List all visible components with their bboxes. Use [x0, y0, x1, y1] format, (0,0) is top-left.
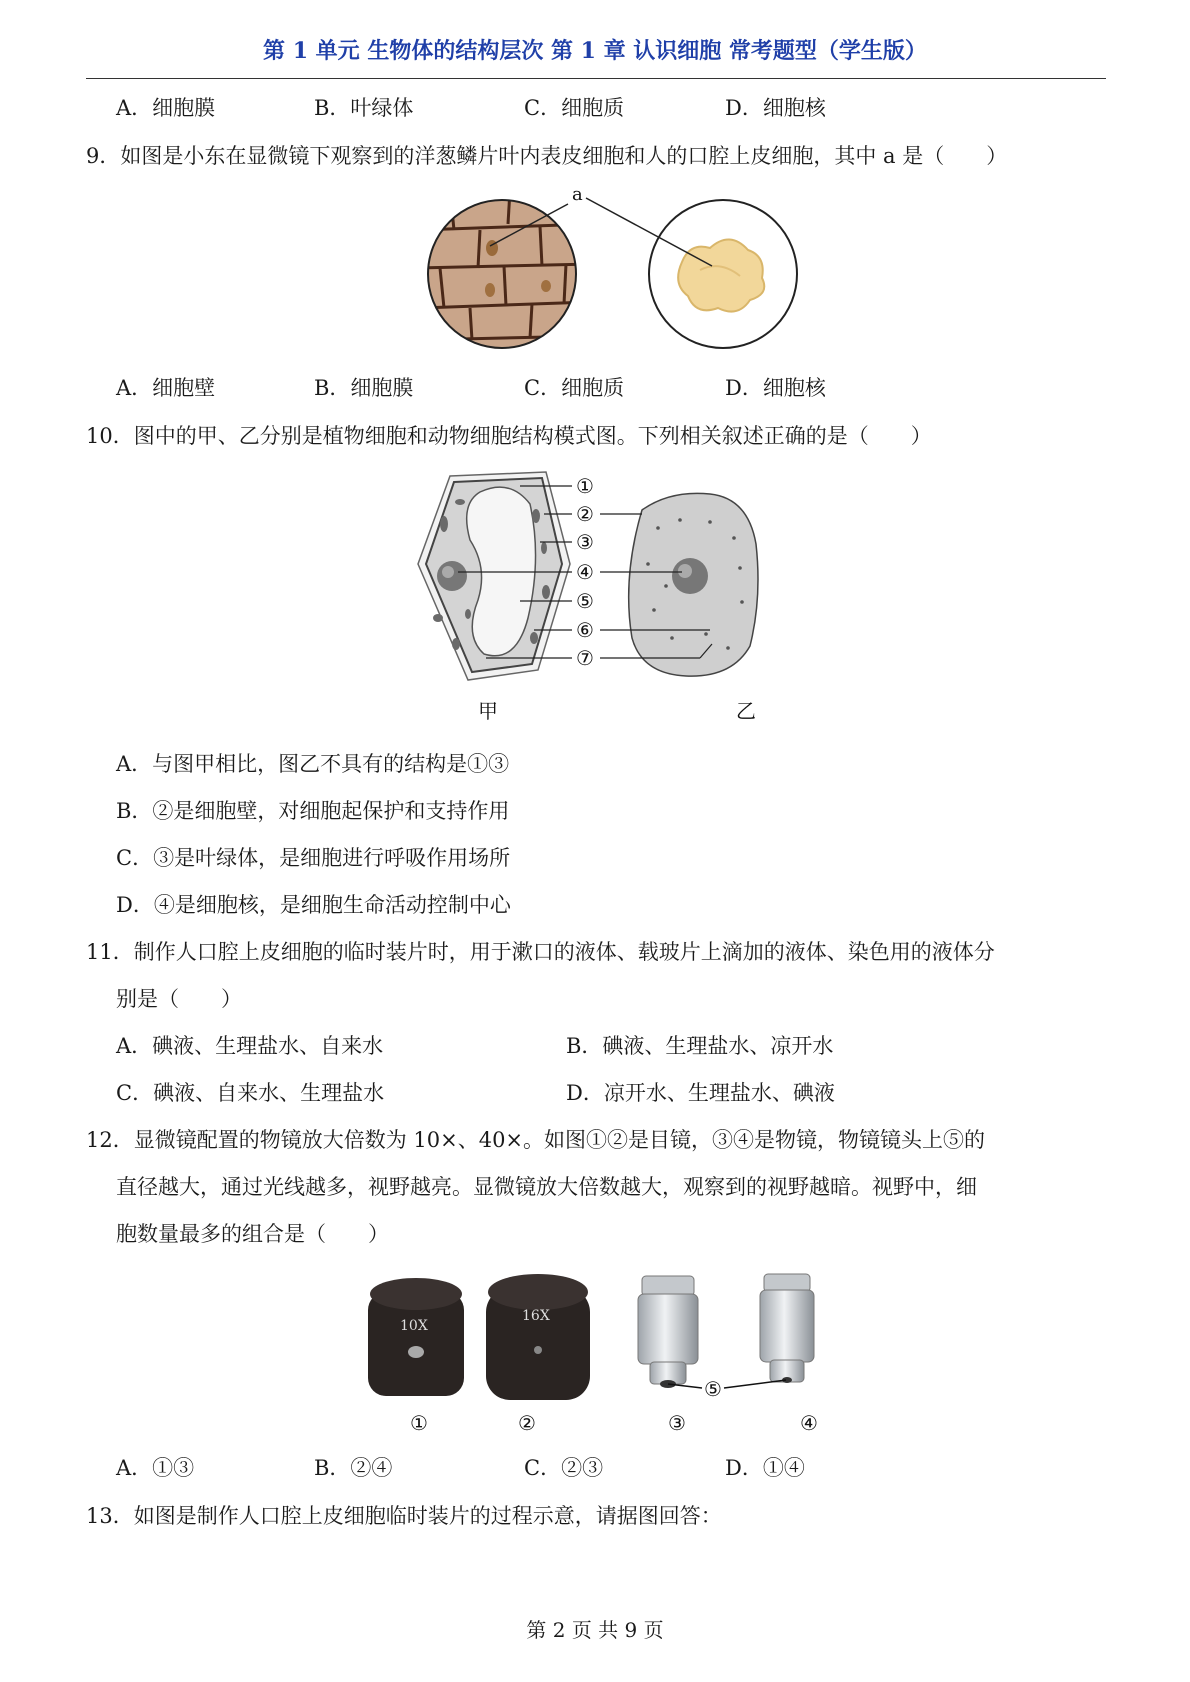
q10-option-b[interactable]: B．②是细胞壁，对细胞起保护和支持作用: [116, 799, 510, 823]
eyepiece-1-label: 10X: [400, 1318, 428, 1334]
q8-option-b[interactable]: B．叶绿体: [314, 96, 414, 120]
q10-label-2: ②: [576, 502, 594, 526]
objective-4-image: [760, 1274, 814, 1383]
q10-label-1: ①: [576, 474, 594, 498]
q9-figure: [420, 190, 810, 358]
q10-caption-jia: 甲: [478, 699, 498, 723]
q11-option-c[interactable]: C．碘液、自来水、生理盐水: [116, 1081, 385, 1105]
eyepiece-2-label: 16X: [522, 1308, 550, 1324]
q10-label-7: ⑦: [576, 646, 594, 670]
q8-option-a[interactable]: A．细胞膜: [116, 96, 216, 120]
q11-option-a[interactable]: A．碘液、生理盐水、自来水: [116, 1034, 384, 1058]
q11-question-line1: 11．制作人口腔上皮细胞的临时装片时，用于漱口的液体、载玻片上滴加的液体、染色用的液体分: [86, 940, 995, 964]
objective-3-image: [638, 1276, 698, 1388]
q9-figure-label-a: a: [572, 190, 583, 205]
page-header: 第 1 单元 生物体的结构层次 第 1 章 认识细胞 常考题型（学生版）: [263, 38, 927, 64]
q12-figure: [366, 1270, 846, 1436]
q11-question-line2: 别是（ ）: [116, 987, 242, 1011]
q12-question-line3: 胞数量最多的组合是（ ）: [116, 1222, 389, 1246]
q9-option-a[interactable]: A．细胞壁: [116, 376, 216, 400]
eyepiece-2-image: [486, 1274, 590, 1400]
q10-option-a[interactable]: A．与图甲相比，图乙不具有的结构是①③: [116, 752, 510, 776]
q12-label-4: ④: [800, 1411, 818, 1435]
q10-caption-yi: 乙: [736, 699, 756, 723]
q12-question-line1: 12．显微镜配置的物镜放大倍数为 10×、40×。如图①②是目镜，③④是物镜，物镜镜头上⑤的: [86, 1128, 986, 1152]
eyepiece-1-image: [368, 1278, 464, 1396]
q12-pointer-5: ⑤: [704, 1377, 722, 1401]
q11-option-b[interactable]: B．碘液、生理盐水、凉开水: [566, 1034, 834, 1058]
animal-cell: [629, 493, 758, 676]
q12-label-3: ③: [668, 1411, 686, 1435]
q9-option-b[interactable]: B．细胞膜: [314, 376, 414, 400]
q10-label-3: ③: [576, 530, 594, 554]
plant-cell: [418, 472, 570, 680]
header-rule: [86, 78, 1106, 79]
q12-label-2: ②: [518, 1411, 536, 1435]
q12-option-b[interactable]: B．②④: [314, 1456, 393, 1480]
q12-question-line2: 直径越大，通过光线越多，视野越亮。显微镜放大倍数越大，观察到的视野越暗。视野中，细: [116, 1175, 977, 1199]
q10-label-6: ⑥: [576, 618, 594, 642]
q10-option-d[interactable]: D．④是细胞核，是细胞生命活动控制中心: [116, 893, 511, 917]
q12-option-d[interactable]: D．①④: [725, 1456, 805, 1480]
q10-question: 10．图中的甲、乙分别是植物细胞和动物细胞结构模式图。下列相关叙述正确的是（ ）: [86, 424, 932, 448]
q9-option-c[interactable]: C．细胞质: [524, 376, 625, 400]
q9-question: 9．如图是小东在显微镜下观察到的洋葱鳞片叶内表皮细胞和人的口腔上皮细胞，其中 a 是（ ）: [86, 144, 1008, 168]
q10-figure: [410, 468, 810, 730]
q10-label-4: ④: [576, 560, 594, 584]
q8-option-d[interactable]: D．细胞核: [725, 96, 826, 120]
q12-option-c[interactable]: C．②③: [524, 1456, 604, 1480]
cheek-cells-image: [640, 190, 810, 358]
q10-option-c[interactable]: C．③是叶绿体，是细胞进行呼吸作用场所: [116, 846, 511, 870]
q8-option-c[interactable]: C．细胞质: [524, 96, 625, 120]
q12-label-1: ①: [410, 1411, 428, 1435]
onion-cells-image: [420, 190, 590, 358]
q13-question: 13．如图是制作人口腔上皮细胞临时装片的过程示意，请据图回答：: [86, 1504, 722, 1528]
q11-option-d[interactable]: D．凉开水、生理盐水、碘液: [566, 1081, 835, 1105]
q9-option-d[interactable]: D．细胞核: [725, 376, 826, 400]
page-footer: 第 2 页 共 9 页: [526, 1618, 664, 1642]
q12-option-a[interactable]: A．①③: [116, 1456, 195, 1480]
q10-label-5: ⑤: [576, 589, 594, 613]
